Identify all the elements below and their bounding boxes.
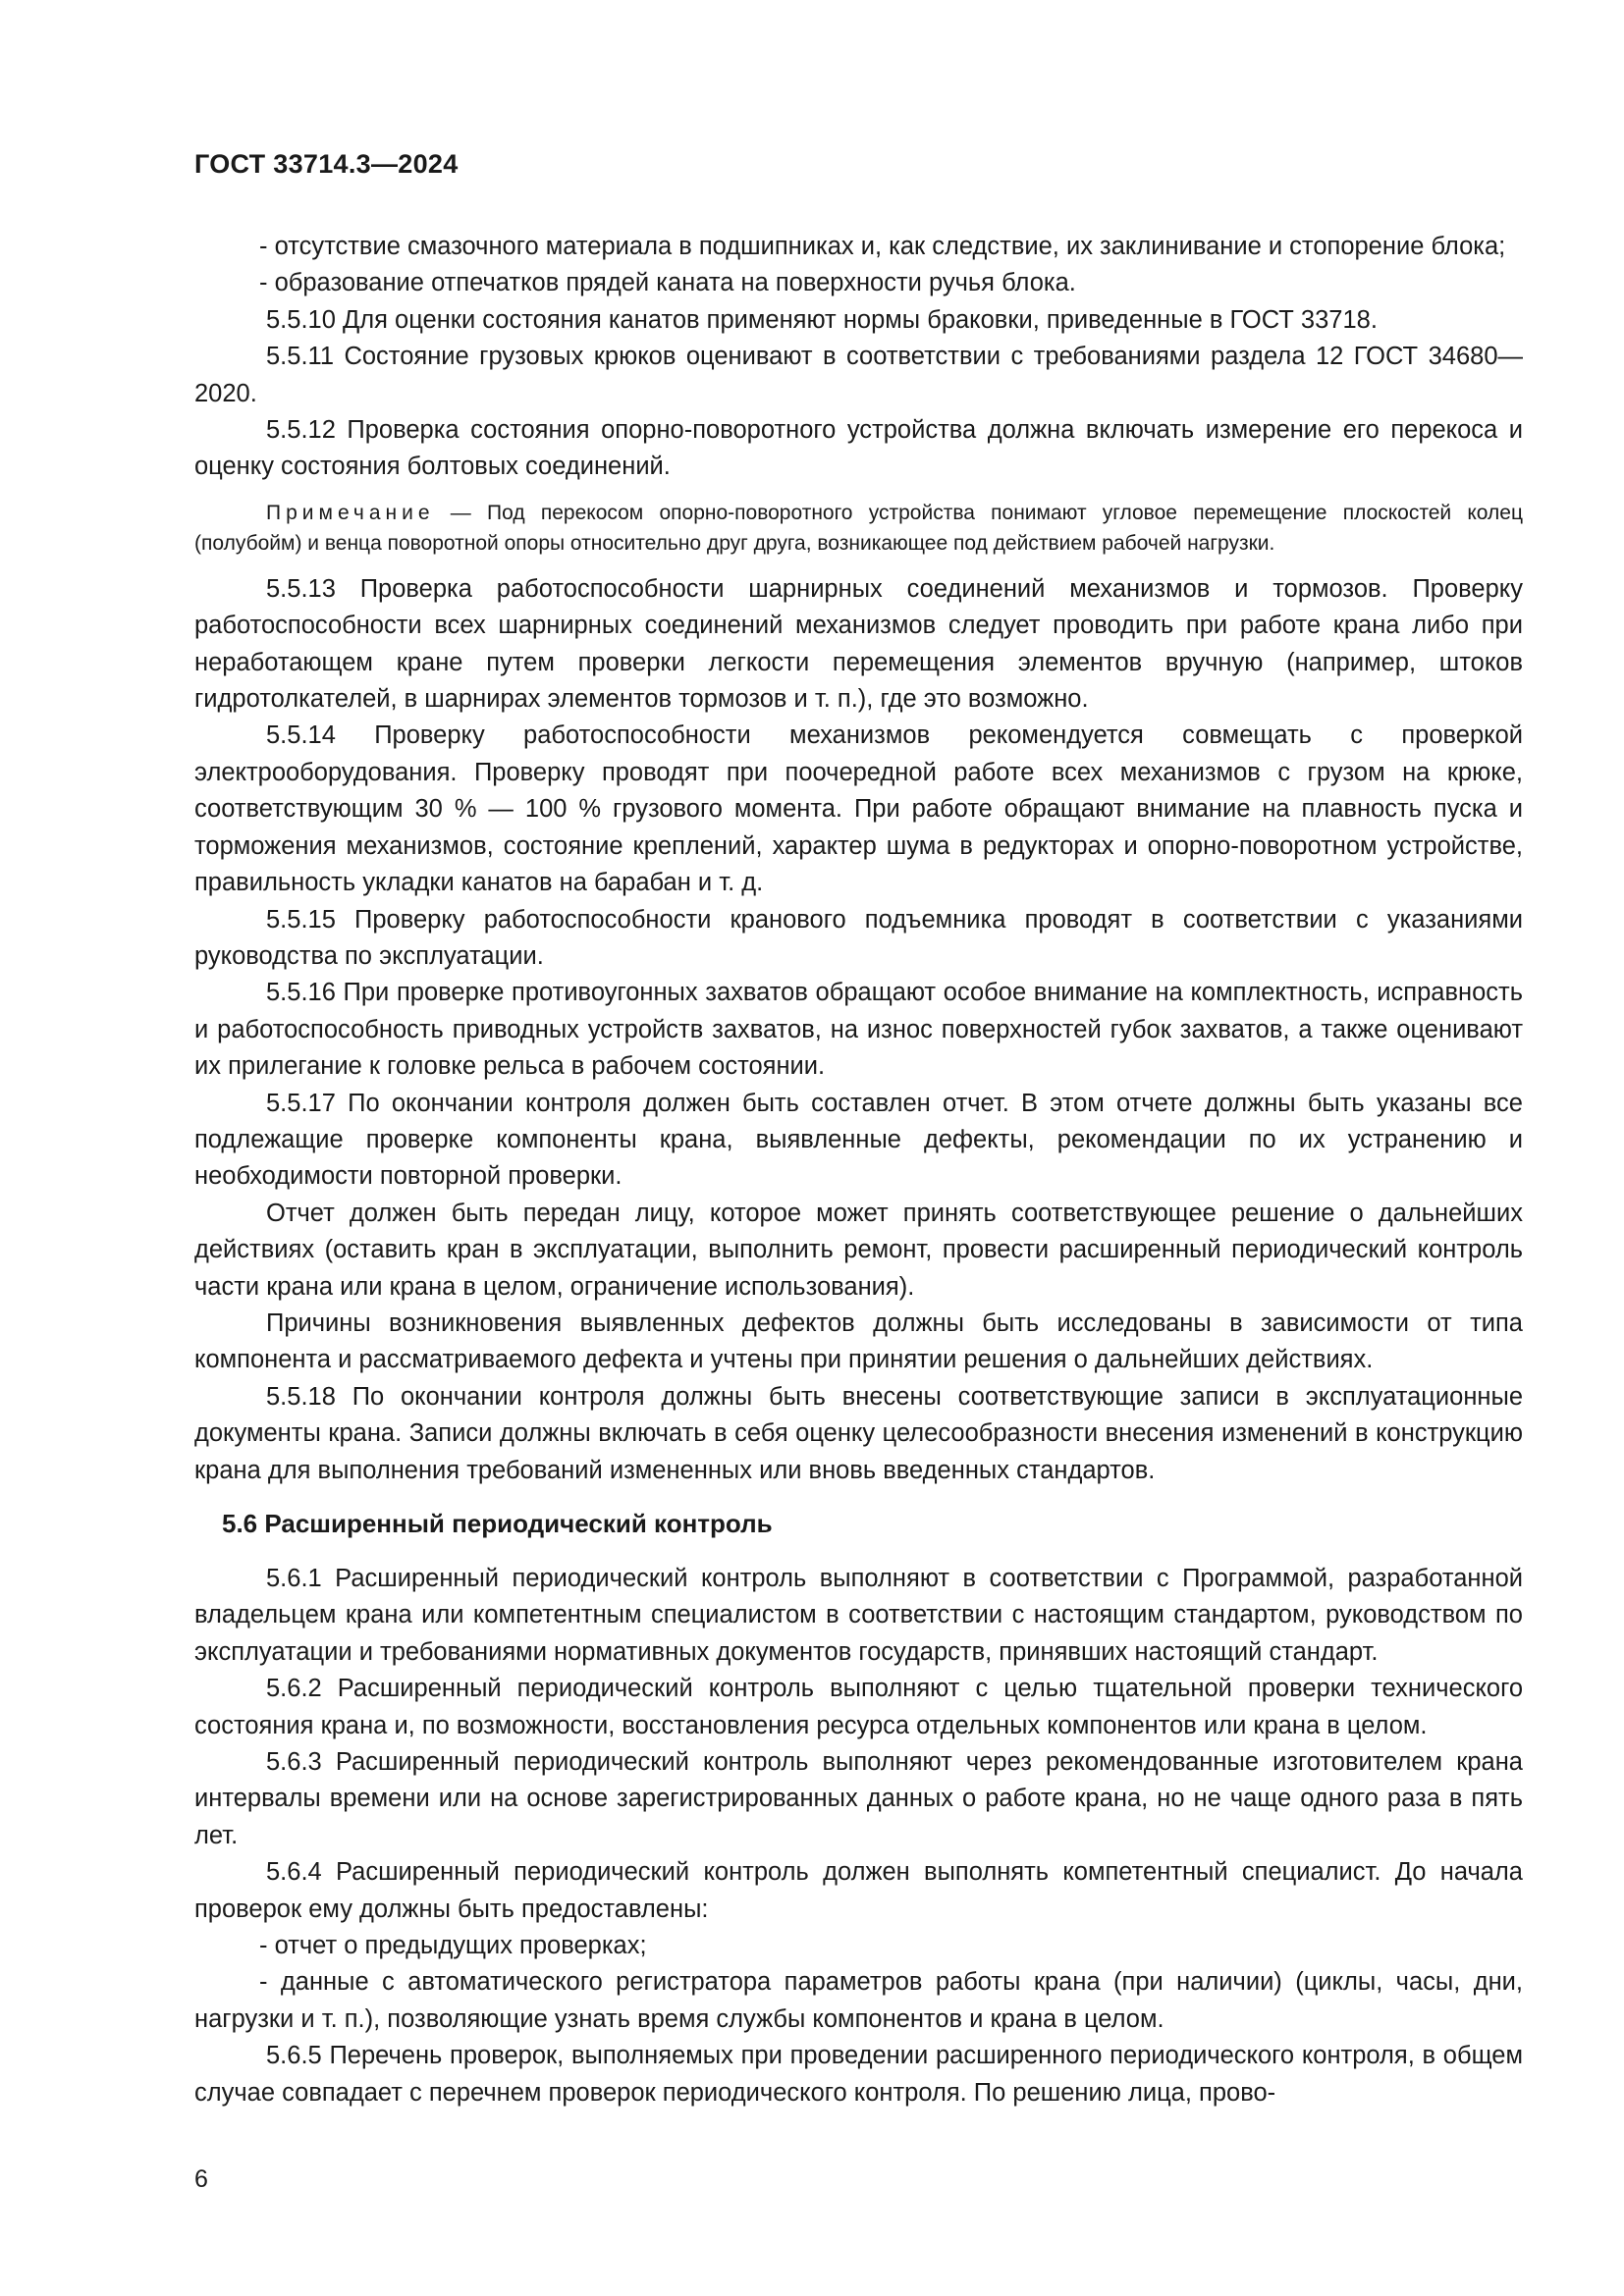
note: [194, 498, 1523, 560]
clause-5-5-12: 5.5.12 Проверка состояния опорно-поворотного устройства должна включать измерение его перекоса и оценку состояния болтовых соединений.: [194, 416, 1523, 481]
clause-5-5-13: 5.5.13 Проверка работоспособности шарнирных соединений механизмов и тормозов. Проверку работоспособности всех шарнирных соединений механизмов следует проводить при работе крана либо при неработающем кране путем проверки легкости перемещения элементов вручную (например, штоков гидротолкателей, в шарнирах элементов тормозов и т. п.), где это возможно.: [194, 574, 1523, 714]
paragraph-defect-causes: Причины возникновения выявленных дефектов должны быть исследованы в зависимости от типа компонента и рассматриваемого дефекта и учтены при принятии решения о дальнейших действиях.: [194, 1308, 1523, 1374]
document-body: [194, 229, 1523, 2111]
clause-5-5-11: 5.5.11 Состояние грузовых крюков оценивают в соответствии с требованиями раздела 12 ГОСТ 34680—2020.: [194, 343, 1523, 407]
clause-5-6-4: 5.6.4 Расширенный периодический контроль должен выполнять компетентный специалист. До начала проверок ему должны быть предоставлены:: [194, 1858, 1523, 1923]
list-item: - образование отпечатков прядей каната на поверхности ручья блока.: [259, 269, 1076, 297]
clause-5-6-5: 5.6.5 Перечень проверок, выполняемых при проведении расширенного периодического контроля, в общем случае совпадает с перечнем проверок периодического контроля. По решению лица, прово-: [194, 2042, 1523, 2107]
clause-5-5-14: 5.5.14 Проверку работоспособности механизмов рекомендуется совмещать с проверкой электрооборудования. Проверку проводят при поочередной работе всех механизмов с грузом на крюке, соответствующим 30 % — 100 % грузового момента. При работе обращают внимание на плавность пуска и торможения механизмов, состояние креплений, характер шума в редукторах и опорно-поворотном устройстве, правильность укладки канатов на барабан и т. д.: [194, 721, 1523, 897]
clause-5-6-1: 5.6.1 Расширенный периодический контроль выполняют в соответствии с Программой, разработанной владельцем крана или компетентным специалистом в соответствии с настоящим стандартом, руководством по эксплуатации и требованиями нормативных документов государств, принявших настоящий стандарт.: [194, 1565, 1523, 1666]
list-item: - данные с автоматического регистратора параметров работы крана (при наличии) (циклы, часы, дни, нагрузки и т. п.), позволяющие узнать время службы компонентов и крана в целом.: [194, 1968, 1523, 2033]
clause-5-5-15: 5.5.15 Проверку работоспособности кранового подъемника проводят в соответствии с указаниями руководства по эксплуатации.: [194, 905, 1523, 970]
clause-5-6-3: 5.6.3 Расширенный периодический контроль выполняют через рекомендованные изготовителем крана интервалы времени или на основе зарегистрированных данных о работе крана, но не чаще одного раза в пять лет.: [194, 1748, 1523, 1849]
paragraph-report-transfer: Отчет должен быть передан лицу, которое может принять соответствующее решение о дальнейших действиях (оставить кран в эксплуатации, выполнить ремонт, провести расширенный периодический контроль части крана или крана в целом, ограничение использования).: [194, 1199, 1523, 1301]
page-number: 6: [194, 2165, 208, 2193]
section-heading-5-6: 5.6 Расширенный периодический контроль: [222, 1509, 773, 1538]
list-item: - отсутствие смазочного материала в подшипниках и, как следствие, их заклинивание и стопорение блока;: [259, 233, 1506, 260]
document-header: ГОСТ 33714.3—2024: [194, 149, 459, 179]
clause-5-5-10: 5.5.10 Для оценки состояния канатов применяют нормы браковки, приведенные в ГОСТ 33718.: [266, 305, 1378, 334]
note-label: Примечание: [266, 501, 435, 524]
clause-5-5-17: 5.5.17 По окончании контроля должен быть составлен отчет. В этом отчете должны быть указаны все подлежащие проверке компоненты крана, выявленные дефекты, рекомендации по их устранению и необходимости повторной проверки.: [194, 1089, 1523, 1191]
list-item: - отчет о предыдущих проверках;: [259, 1932, 647, 1960]
note-text: — Под перекосом опорно-поворотного устройства понимают угловое перемещение плоскостей колец (полубойм) и венца поворотной опоры относительно друг друга, возникающее под действием рабочей нагрузки.: [194, 501, 1523, 556]
clause-5-5-18: 5.5.18 По окончании контроля должны быть внесены соответствующие записи в эксплуатационные документы крана. Записи должны включать в себя оценку целесообразности внесения изменений в конструкцию крана для выполнения требований измененных или вновь введенных стандартов.: [194, 1382, 1523, 1484]
clause-5-6-2: 5.6.2 Расширенный периодический контроль выполняют с целью тщательной проверки технического состояния крана и, по возможности, восстановления ресурса отдельных компонентов или крана в целом.: [194, 1675, 1523, 1739]
clause-5-5-16: 5.5.16 При проверке противоугонных захватов обращают особое внимание на комплектность, исправность и работоспособность приводных устройств захватов, на износ поверхностей губок захватов, а также оценивают их прилегание к головке рельса в рабочем состоянии.: [194, 979, 1523, 1081]
